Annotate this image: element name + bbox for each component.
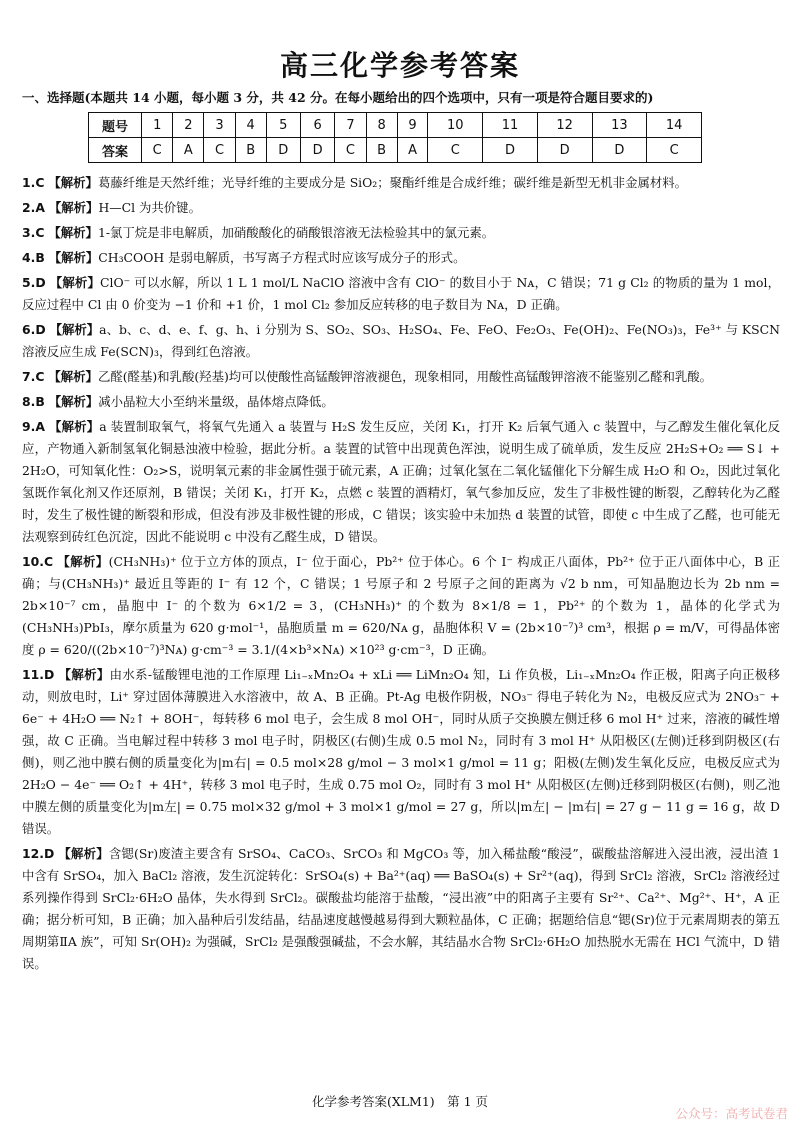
item-text: 葛藤纤维是天然纤维；光导纤维的主要成分是 SiO₂；聚酯纤维是合成纤维；碳纤维是新型无机非金属材料。 [97,175,688,190]
item-number: 9.A [22,419,45,434]
item-text: 含锶(Sr)废渣主要含有 SrSO₄、CaCO₃、SrCO₃ 和 MgCO₃ 等，加入稀盐酸“酸浸”，碳酸盐溶解进入浸出液，浸出渣 1 中含有 SrSO₄，加入 BaCl₂ 溶液，发生沉淀转化：SrSO₄(s) + Ba²⁺(aq) ══ BaSO₄(s) + Sr²⁺(aq)，得到 SrCl₂ 溶液，SrCl₂ 溶液经过系列操作得到 SrCl₂·6H₂O 晶体，失水得到 SrCl₂。碳酸盐均能溶于盐酸，“浸出液”中的阳离子主要有 Sr²⁺、Ca²⁺、Mg²⁺、H⁺，A 正确；据分析可知，B 正确；加入晶种后引发结晶，结晶速度越慢越易得到大颗粒晶体，C 正确；据题给信息“锶(Sr)位于元素周期表的第五周期第ⅡA 族”，可知 Sr(OH)₂ 为强碱，SrCl₂ 是强酸强碱盐，不会水解，其结晶水合物 SrCl₂·6H₂O 加热脱水无需在 HCl 气流中，D 错误。 [22,846,780,971]
analysis-tag: 【解析】 [58,667,110,682]
item-number: 5.D [22,275,46,290]
question-number-row [89,113,702,138]
analysis-tag: 【解析】 [58,846,109,861]
analysis-tag: 【解析】 [48,200,99,215]
item-number: 10.C [22,554,54,569]
item-text: (CH₃NH₃)⁺ 位于立方体的顶点，I⁻ 位于面心，Pb²⁺ 位于体心。6 个 I⁻ 构成正八面体，Pb²⁺ 位于正八面体中心，B 正确；与(CH₃NH₃)⁺ 最近且等距的 I⁻ 有 12 个，C 错误；1 号原子和 2 号原子之间的距离为 √2 b nm，可知晶胞边长为 2b nm = 2b×10⁻⁷ cm，晶胞中 I⁻ 的个数为 6×1/2 = 3，(CH₃NH₃)⁺ 的个数为 8×1/8 = 1，Pb²⁺ 的个数为 1，晶体的化学式为(CH₃NH₃)PbI₃，摩尔质量为 620 g·mol⁻¹，晶胞质量 m = 620/Nᴀ g，晶胞体积 V = (2b×10⁻⁷)³ cm³，根据 ρ = m/V，可得晶体密度 ρ = 620/((2b×10⁻⁷)³Nᴀ) g·cm⁻³ = 3.1/(4×b³×Nᴀ) ×10²³ g·cm⁻³，D 正确。 [22,554,781,657]
analysis-tag: 【解析】 [48,394,99,409]
answer-cell: D [266,138,300,163]
question-number: 14 [647,113,702,138]
item-number: 7.C [22,369,45,384]
analysis-tag: 【解析】 [48,369,98,384]
answer-cell: D [300,138,334,163]
explanation-item [22,843,780,975]
answer-cell: D [592,138,647,163]
analysis-tag: 【解析】 [49,275,101,290]
question-number: 1 [142,113,173,138]
analysis-tag: 【解析】 [49,322,100,337]
answer-cell: B [366,138,397,163]
answer-cell: D [537,138,592,163]
question-number: 12 [537,113,592,138]
answer-cell: A [173,138,204,163]
item-text: CH₃COOH 是弱电解质，书写离子方程式时应该写成分子的形式。 [98,250,466,265]
explanation-item [22,319,780,363]
answer-cell: A [397,138,428,163]
explanation-item [22,551,780,661]
item-number: 12.D [22,846,55,861]
item-number: 11.D [22,667,55,682]
watermark: 公众号：高考试卷君 [675,1106,788,1121]
item-number: 1.C [22,175,45,190]
explanation-item [22,247,780,269]
answer-cell: D [483,138,538,163]
question-number: 5 [266,113,300,138]
answer-cell: C [428,138,483,163]
item-text: ClO⁻ 可以水解，所以 1 L 1 mol/L NaClO 溶液中含有 ClO⁻ 的数目小于 Nᴀ，C 错误；71 g Cl₂ 的物质的量为 1 mol，反应过程中 Cl 由 0 价变为 −1 价和 +1 价，1 mol Cl₂ 参加反应转移的电子数目为 Nᴀ，D 正确。 [22,275,780,312]
section-heading: 一、选择题(本题共 14 小题，每小题 3 分，共 42 分。在每小题给出的四个选项中，只有一项是符合题目要求的) [22,90,654,105]
question-number: 11 [483,113,538,138]
row-label-number: 题号 [89,113,142,138]
answer-cell: C [204,138,235,163]
item-text: a、b、c、d、e、f、g、h、i 分别为 S、SO₂、SO₃、H₂SO₄、Fe、FeO、Fe₂O₃、Fe(OH)₂、Fe(NO₃)₃，Fe³⁺ 与 KSCN 溶液反应生成 Fe(SCN)₃，得到红色溶液。 [22,322,780,359]
question-number: 3 [204,113,235,138]
page-footer: 化学参考答案(XLM1) 第 1 页 [311,1094,489,1109]
analysis-tag: 【解析】 [49,419,100,434]
item-text: a 装置制取氧气，将氧气先通入 a 装置与 H₂S 发生反应，关闭 K₁，打开 K₂ 后氧气通入 c 装置中，与乙醇发生催化氧化反应，产物通入新制氢氧化铜悬浊液中检验，据此分析。a 装置的试管中出现黄色浑浊，说明生成了硫单质，发生反应 2H₂S+O₂ ══ S↓ + 2H₂O，可知氧化性：O₂>S，说明氧元素的非金属性强于硫元素，A 正确；过氧化氢在二氧化锰催化下分解生成 H₂O 和 O₂，因此过氧化氢既作氧化剂又作还原剂，B 错误；关闭 K₁，打开 K₂，点燃 c 装置的酒精灯，氧气参加反应，发生了非极性键的断裂，乙醇转化为乙醛时，发生了极性键的断裂和形成，但没有涉及非极性键的形成，C 错误；该实验中未加热 d 装置的试管，即使 c 中生成了乙醛，也可能无法观察到砖红色沉淀，因此不能说明 c 中没有乙醛生成，D 错误。 [22,419,780,544]
analysis-tag: 【解析】 [48,225,98,240]
item-text: 由水系-锰酸锂电池的工作原理 Li₁₋ₓMn₂O₄ + xLi ══ LiMn₂O₄ 知，Li 作负极，Li₁₋ₓMn₂O₄ 作正极，阳离子向正极移动，则放电时，Li⁺ 穿过固体薄膜进入水溶液中，故 A、B 正确。Pt-Ag 电极作阴极，NO₃⁻ 得电子转化为 N₂，电极反应式为 2NO₃⁻ + 6e⁻ + 4H₂O ══ N₂↑ + 8OH⁻，每转移 6 mol 电子，会生成 8 mol OH⁻，同时从质子交换膜左侧迁移 6 mol H⁺ 过来，溶液的碱性增强，故 C 正确。当电解过程中转移 3 mol 电子时，阴极区(右侧)生成 0.5 mol N₂，同时有 3 mol H⁺ 从阳极区(左侧)迁移到阴极区(右侧)，则乙池中膜右侧的质量变化为|m右| = 0.5 mol×28 g/mol − 3 mol×1 g/mol = 11 g；阳极(左侧)发生氧化反应，电极反应式为 2H₂O − 4e⁻ ══ O₂↑ + 4H⁺，转移 3 mol 电子时，生成 0.75 mol O₂，同时有 3 mol H⁺ 从阳极区(左侧)迁移到阴极区(右侧)，则乙池中膜左侧的质量变化为|m左| = 0.75 mol×32 g/mol + 3 mol×1 g/mol = 27 g，所以|m左| − |m右| = 27 g − 11 g = 16 g，故 D 错误。 [22,667,780,836]
item-text: 1-氯丁烷是非电解质，加硝酸酸化的硝酸银溶液无法检验其中的氯元素。 [97,225,495,240]
explanation-item [22,222,780,244]
analysis-tag: 【解析】 [57,554,109,569]
explanation-item [22,391,780,413]
question-number: 9 [397,113,428,138]
page-title: 高三化学参考答案 [279,49,520,82]
item-number: 6.D [22,322,46,337]
explanation-item [22,197,780,219]
question-number: 6 [300,113,334,138]
explanation-item [22,272,780,316]
explanation-item [22,664,780,840]
answer-cell: B [235,138,266,163]
explanation-item [22,416,780,548]
row-label-answer: 答案 [89,138,142,163]
question-number: 2 [173,113,204,138]
explanation-item [22,366,780,388]
question-number: 8 [366,113,397,138]
item-number: 2.A [22,200,45,215]
answer-cell: C [142,138,173,163]
explanation-item [22,172,780,194]
explanation-list [22,172,780,978]
analysis-tag: 【解析】 [48,250,99,265]
question-number: 10 [428,113,483,138]
item-number: 8.B [22,394,45,409]
question-number: 4 [235,113,266,138]
item-text: 减小晶粒大小至纳米量级，晶体熔点降低。 [98,394,334,409]
answer-row [89,138,702,163]
question-number: 7 [335,113,366,138]
answer-cell: C [647,138,702,163]
item-text: 乙醛(醛基)和乳酸(羟基)均可以使酸性高锰酸钾溶液褪色，现象相同，用酸性高锰酸钾溶液不能鉴别乙醛和乳酸。 [97,369,713,384]
analysis-tag: 【解析】 [48,175,98,190]
item-text: H—Cl 为共价键。 [98,200,201,215]
question-number: 13 [592,113,647,138]
answer-table [88,112,702,163]
item-number: 4.B [22,250,45,265]
answer-cell: C [335,138,366,163]
item-number: 3.C [22,225,45,240]
